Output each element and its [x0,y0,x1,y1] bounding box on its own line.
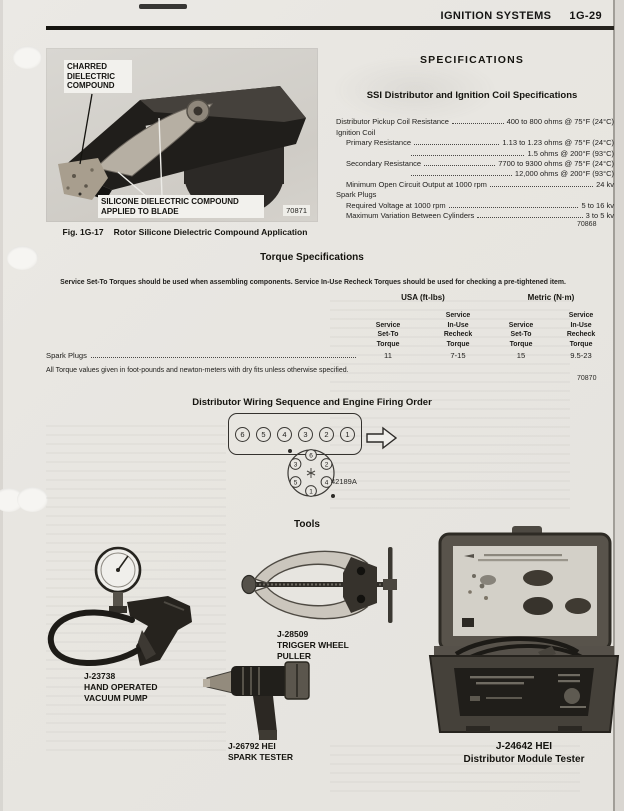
photo-ref-number: 70871 [283,205,310,216]
callout-line: CHARRED [67,62,107,71]
header-page-code: 1G-29 [569,10,602,22]
spec-line [336,189,614,199]
torque-col-header: Service Set-To Torque [375,321,401,348]
tools-title: Tools [294,519,320,530]
cap-terminal: 4 [324,479,329,487]
firing-order-number: 1 [340,427,355,442]
spec-line [336,147,614,157]
figure-caption [40,227,330,237]
torque-footnote: All Torque values given in foot-pounds and newton-meters with dry fits unless otherwise specified. [46,367,349,374]
right-arrow-icon [366,425,398,451]
dot-leader [424,165,495,166]
header-rule [46,26,614,30]
dot-leader [411,155,524,156]
torque-group-metric: Metric (N·m) [527,293,575,302]
callout-line: SILICONE DIELECTRIC COMPOUND [101,197,239,206]
spec-line [336,178,614,188]
spec-label: Secondary Resistance [346,158,422,168]
spec-line [336,158,614,168]
figure-number: Fig. 1G-17 [62,227,104,237]
callout-charred-compound [64,60,132,93]
spec-value: 7700 to 9300 ohms @ 75°F (24°C) [498,158,614,168]
callout-line: DIELECTRIC [67,71,115,81]
cap-terminal: 1 [309,488,313,496]
spec-value: 24 kv [596,179,614,189]
specifications-list [336,116,614,220]
spec-value: 1.5 ohms @ 200°F (93°C) [527,148,614,158]
figure-caption-text: Rotor Silicone Dielectric Compound Application [113,227,308,237]
torque-col-header: Service Set-To Torque [508,321,534,348]
spec-label: Distributor Pickup Coil Resistance [336,117,449,127]
module-tester-illustration [426,526,622,738]
vacuum-pump-illustration [38,538,218,670]
spec-value: 1.13 to 1.23 ohms @ 75°F (24°C) [502,138,614,148]
dot-leader [414,144,499,145]
specifications-subtitle: SSI Distributor and Ignition Coil Specifications [366,90,578,101]
firing-order-number: 5 [256,427,271,442]
torque-value: 7-15 [450,351,466,360]
spec-line [336,168,614,178]
dot-leader [452,123,504,124]
trigger-puller-caption: J-28509 TRIGGER WHEEL PULLER [277,629,349,661]
spec-value: 5 to 16 kv [581,200,614,210]
punch-hole [13,46,42,69]
cap-terminal: 2 [324,461,329,469]
spec-line [336,210,614,220]
dot-leader [449,207,579,208]
torque-value: 11 [384,351,392,360]
spec-label: Required Voltage at 1000 rpm [346,200,446,210]
torque-group-usa: USA (ft-lbs) [401,293,445,302]
callout-silicone-compound [98,195,264,218]
dot-leader [477,217,582,218]
torque-col-header: Service In-Use Recheck Torque [566,312,596,348]
dot-leader [91,357,356,358]
spec-line [336,116,614,126]
spec-label: Primary Resistance [346,138,412,148]
spec-line [336,126,614,136]
spec-value: 3 to 5 kv [585,210,614,220]
torque-title: Torque Specifications [260,252,364,263]
cap-terminal: 3 [293,461,298,469]
spec-label: Maximum Variation Between Cylinders [346,210,475,220]
spec-label: Spark Plugs [336,190,377,200]
spec-ref-number: 70868 [577,221,597,228]
module-tester-caption: J-24642 HEI Distributor Module Tester [463,741,585,765]
callout-line: APPLIED TO BLADE [101,206,179,216]
cap-terminal: 5 [293,479,298,487]
torque-value: 15 [516,351,526,360]
vacuum-pump-caption: J-23738 HAND OPERATED VACUUM PUMP [84,671,158,703]
wiring-diagram-ref: 42189A [331,477,357,486]
dot-leader [411,175,512,176]
torque-note: Service Set-To Torques should be used when assembling components. Service In-Use Recheck Torques should be used for checking a pre-tightened item. [60,279,566,286]
cap-terminal: 6 [309,452,313,460]
firing-order-number: 4 [277,427,292,442]
torque-row-label: Spark Plugs [46,351,87,360]
firing-order-number: 6 [235,427,250,442]
spec-value: 12,000 ohms @ 200°F (93°C) [514,169,614,179]
spec-line [336,199,614,209]
spark-tester-caption: J-26792 HEI SPARK TESTER [228,741,294,762]
spec-label: Ignition Coil [336,127,376,137]
trigger-wheel-puller-illustration [235,541,410,629]
dot-leader [490,186,593,187]
scan-mark [139,4,187,9]
torque-col-header: Service In-Use Recheck Torque [443,312,473,348]
spec-value: 400 to 800 ohms @ 75°F (24°C) [506,117,614,127]
torque-row [46,351,360,360]
wiring-title: Distributor Wiring Sequence and Engine Firing Order [192,397,432,408]
punch-hole [17,487,48,512]
torque-value: 9.5-23 [570,351,592,360]
spec-label: Minimum Open Circuit Output at 1000 rpm [346,179,487,189]
callout-line: COMPOUND [67,81,115,90]
header-section-title: IGNITION SYSTEMS [440,10,552,22]
specifications-title: SPECIFICATIONS [419,54,525,66]
firing-order-number: 2 [319,427,334,442]
page-header [441,10,603,22]
distributor-cap-diagram [282,444,340,502]
torque-ref-number: 70870 [577,375,597,382]
rotor-photo-figure [46,48,318,222]
spark-tester-illustration [203,652,311,740]
spec-line [336,137,614,147]
firing-order-number: 3 [298,427,313,442]
